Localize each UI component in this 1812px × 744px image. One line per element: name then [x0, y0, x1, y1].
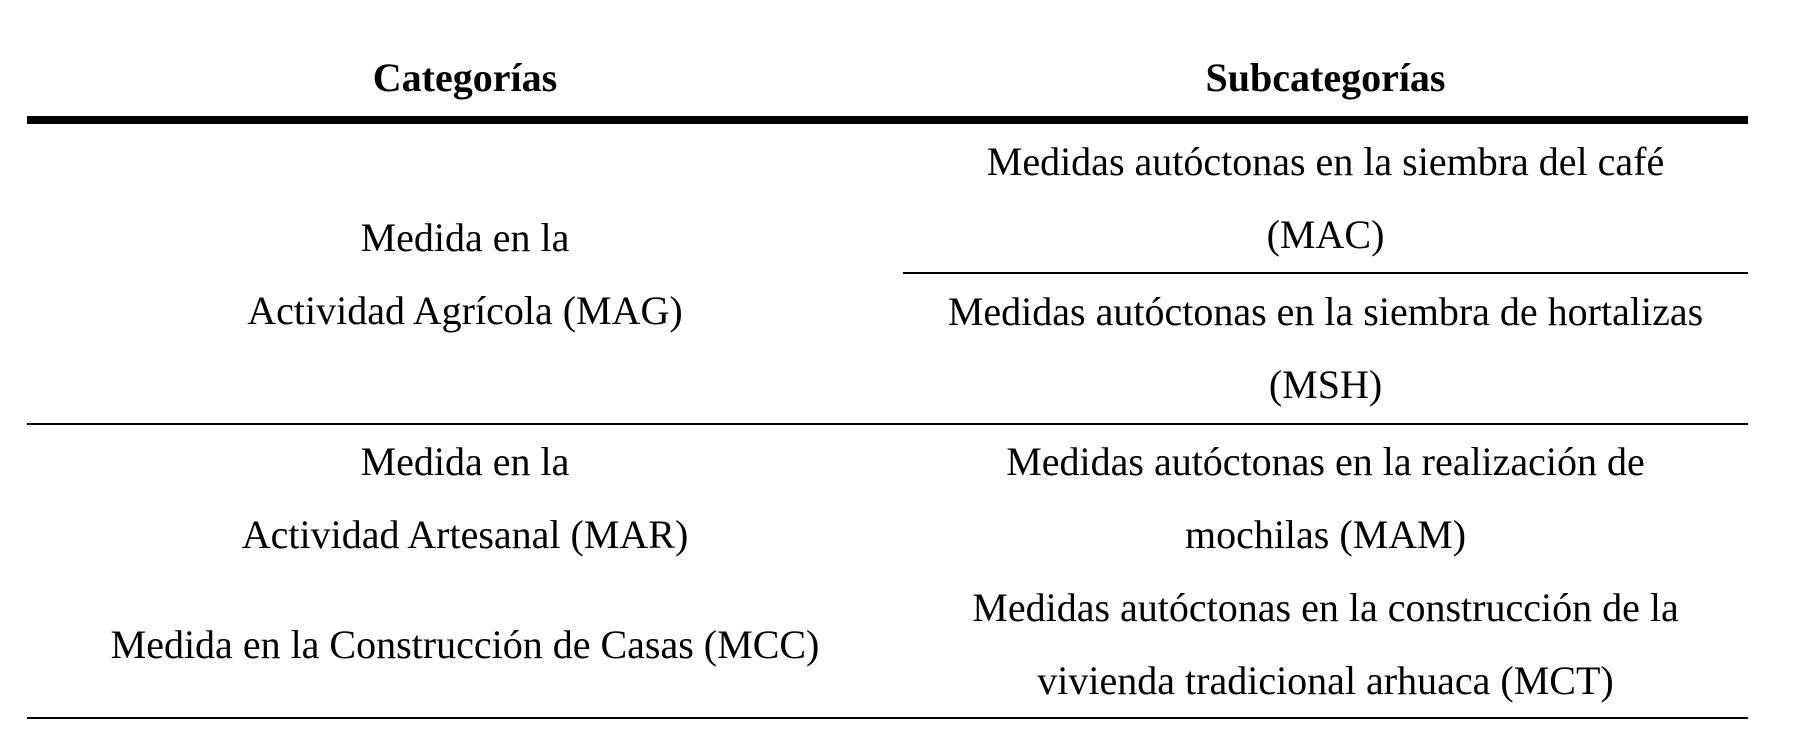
subcategory-text: (MSH) [1268, 362, 1383, 408]
category-cell [27, 571, 903, 717]
category-text: Medida en la [360, 214, 570, 260]
subcategory-stack [903, 124, 1748, 423]
subcategory-cell [903, 571, 1748, 717]
subcategory-text: Medidas autóctonas en la realización de [1006, 439, 1645, 484]
category-text: Medida en la Construcción de Casas (MCC) [110, 621, 820, 667]
table-header-row [27, 40, 1748, 124]
header-categories: Categorías [372, 55, 558, 100]
table-row [27, 124, 1748, 425]
subcategory-text: (MAC) [1266, 211, 1385, 257]
table-row [27, 425, 1748, 571]
category-cell [27, 124, 903, 423]
subcategory-text: Medidas autóctonas en la siembra del café [986, 138, 1665, 184]
subcategory-cell [903, 274, 1748, 424]
category-text: Actividad Agrícola (MAG) [247, 287, 683, 333]
subcategory-text: vivienda tradicional arhuaca (MCT) [1037, 658, 1614, 703]
category-text: Actividad Artesanal (MAR) [241, 512, 689, 557]
categories-table [27, 40, 1748, 719]
table-row [27, 571, 1748, 719]
subcategory-text: Medidas autóctonas en la siembra de hortalizas [947, 289, 1704, 335]
category-cell [27, 425, 903, 571]
subcategory-cell [903, 124, 1748, 274]
subcategory-text: mochilas (MAM) [1184, 512, 1467, 557]
subcategory-cell [903, 425, 1748, 571]
subcategory-text: Medidas autóctonas en la construcción de la [972, 585, 1679, 630]
category-text: Medida en la [360, 439, 570, 484]
header-subcategories: Subcategorías [1205, 55, 1446, 100]
